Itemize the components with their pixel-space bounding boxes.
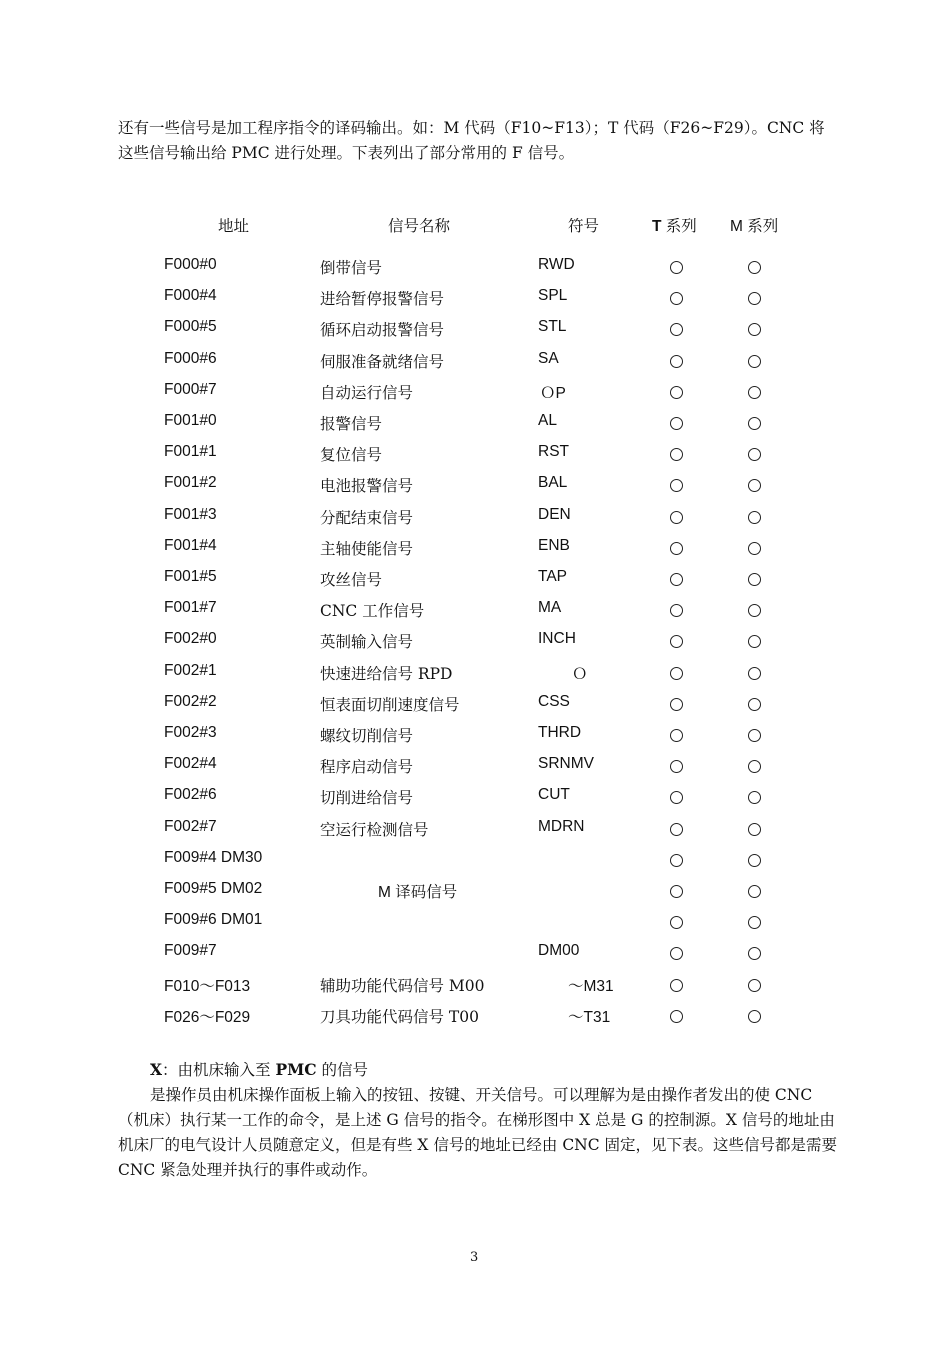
table-row [0, 350, 950, 374]
circle-mark-icon [748, 760, 761, 773]
cell-m-series [748, 880, 761, 902]
cell-m-series [748, 974, 761, 996]
cell-m-series [748, 506, 761, 528]
cell-signal-name: 倒带信号 [320, 259, 383, 277]
table-row [0, 630, 950, 654]
circle-mark-icon [670, 604, 683, 617]
table-row [0, 412, 950, 436]
circle-mark-icon [748, 261, 761, 274]
cell-t-series [670, 693, 683, 715]
page-number: 3 [470, 1250, 479, 1265]
intro-line-1: 还有一些信号是加工程序指令的译码输出。如：M 代码（F10~F13）；T 代码（F26~F29）。CNC 将 [118, 119, 825, 137]
table-row [0, 818, 950, 842]
cell-m-series [748, 256, 761, 278]
circle-mark-icon [748, 729, 761, 742]
table-row [0, 662, 950, 686]
x-heading-letter: X [150, 1060, 163, 1079]
cell-symbol: ＯP [540, 384, 566, 402]
table-row [0, 381, 950, 405]
header-t-rest: 系列 [665, 218, 697, 235]
table-row [0, 568, 950, 592]
cell-m-series [748, 786, 761, 808]
cell-signal-name: 辅助功能代码信号 M00 [320, 976, 485, 995]
cell-t-series [670, 849, 683, 871]
cell-signal-name: 主轴使能信号 [320, 539, 414, 558]
table-row [0, 942, 950, 966]
circle-mark-icon [670, 386, 683, 399]
circle-mark-icon [670, 698, 683, 711]
cell-address: F000#0 [164, 256, 217, 273]
table-row [0, 786, 950, 810]
cell-t-series [670, 537, 683, 559]
circle-mark-icon [670, 323, 683, 336]
circle-mark-icon [670, 729, 683, 742]
circle-mark-icon [748, 791, 761, 804]
circle-mark-icon [670, 355, 683, 368]
cell-symbol: RST [538, 443, 569, 461]
cell-signal-name: 快速进给信号 RPD [320, 664, 453, 683]
cell-t-series [670, 318, 683, 340]
cell-symbol: INCH [538, 630, 576, 648]
cell-symbol: THRD [538, 724, 582, 741]
cell-m-series [748, 1005, 761, 1027]
circle-mark-icon [670, 854, 683, 867]
table-row [0, 256, 950, 280]
circle-mark-icon [748, 573, 761, 586]
circle-mark-icon [670, 448, 683, 461]
circle-mark-icon [748, 667, 761, 680]
cell-t-series [670, 974, 683, 996]
circle-mark-icon [748, 323, 761, 336]
cell-signal-name: 程序启动信号 [320, 758, 414, 777]
cell-symbol: SPL [538, 287, 568, 305]
circle-mark-icon [748, 604, 761, 617]
cell-address: F001#3 [164, 505, 217, 523]
circle-mark-icon [670, 573, 683, 586]
cell-signal-name: 进给暂停报警信号 [320, 290, 445, 309]
cell-t-series [670, 942, 683, 964]
cell-address: F001#4 [164, 536, 217, 554]
cell-signal-name: 自动运行信号 [320, 383, 414, 402]
cell-address: F001#1 [164, 443, 217, 461]
cell-t-series [670, 911, 683, 933]
cell-t-series [670, 443, 683, 465]
circle-mark-icon [670, 417, 683, 430]
cell-symbol: SRNMV [538, 755, 594, 773]
x-heading-tail: 的信号 [316, 1061, 369, 1079]
cell-address: F009#5 DM02 [164, 880, 263, 897]
cell-symbol: AL [538, 412, 557, 429]
cell-t-series [670, 1005, 683, 1027]
cell-signal-name: 英制输入信号 [320, 633, 414, 652]
circle-mark-icon [670, 885, 683, 898]
header-symbol: 符号 [568, 217, 600, 235]
cell-t-series [670, 506, 683, 528]
cell-symbol: BAL [538, 474, 568, 492]
intro-paragraph [118, 116, 838, 166]
cell-m-series [748, 381, 761, 403]
circle-mark-icon [670, 511, 683, 524]
header-m-series: M 系列 [730, 218, 779, 235]
cell-signal-name: 恒表面切削速度信号 [320, 695, 460, 714]
cell-symbol: ～T31 [568, 1008, 611, 1026]
table-row [0, 287, 950, 311]
cell-t-series [670, 287, 683, 309]
table-row [0, 1005, 950, 1029]
circle-mark-icon [670, 916, 683, 929]
cell-m-series [748, 942, 761, 964]
cell-t-series [670, 818, 683, 840]
circle-mark-icon [748, 479, 761, 492]
circle-mark-icon [670, 292, 683, 305]
table-row [0, 880, 950, 904]
cell-t-series [670, 599, 683, 621]
circle-mark-icon [748, 386, 761, 399]
cell-t-series [670, 474, 683, 496]
circle-mark-icon [670, 479, 683, 492]
cell-signal-name: 空运行检测信号 [320, 820, 429, 839]
cell-symbol: ～M31 [568, 977, 614, 995]
cell-address: F009#7 [164, 942, 217, 960]
cell-address: F002#2 [164, 692, 217, 710]
cell-m-series [748, 693, 761, 715]
cell-signal-name: 刀具功能代码信号 T00 [320, 1007, 479, 1026]
cell-address: F002#4 [164, 755, 217, 773]
cell-address: F000#7 [164, 380, 217, 398]
cell-address: F002#0 [164, 630, 217, 648]
x-heading-pmc: PMC [275, 1060, 317, 1079]
circle-mark-icon [748, 916, 761, 929]
table-row [0, 474, 950, 498]
circle-mark-icon [670, 542, 683, 555]
circle-mark-icon [748, 885, 761, 898]
circle-mark-icon [748, 542, 761, 555]
cell-address: F000#6 [164, 349, 217, 367]
cell-address: F000#5 [164, 318, 217, 336]
cell-m-series [748, 818, 761, 840]
cell-address: F001#5 [164, 568, 217, 585]
cell-signal-name: 分配结束信号 [320, 508, 414, 527]
cell-address: F002#7 [164, 817, 217, 835]
cell-t-series [670, 724, 683, 746]
circle-mark-icon [748, 698, 761, 711]
header-t-series [652, 214, 697, 236]
circle-mark-icon [748, 854, 761, 867]
cell-symbol: CSS [538, 692, 570, 710]
table-row [0, 693, 950, 717]
cell-t-series [670, 381, 683, 403]
circle-mark-icon [748, 292, 761, 305]
table-row [0, 849, 950, 873]
circle-mark-icon [748, 355, 761, 368]
cell-m-series [748, 662, 761, 684]
cell-symbol: MDRN [538, 817, 585, 835]
cell-t-series [670, 350, 683, 372]
circle-mark-icon [748, 1010, 761, 1023]
header-signal-name: 信号名称 [388, 217, 451, 235]
cell-symbol: MA [538, 599, 562, 617]
table-row [0, 599, 950, 623]
cell-symbol: TAP [538, 568, 567, 585]
cell-address: F002#3 [164, 724, 217, 741]
cell-signal-name: 攻丝信号 [320, 571, 383, 589]
cell-signal-name: 复位信号 [320, 446, 383, 465]
table-row [0, 724, 950, 748]
cell-symbol: ENB [538, 536, 570, 554]
cell-m-series [748, 630, 761, 652]
intro-line-2: 这些信号输出给 PMC 进行处理。下表列出了部分常用的 F 信号。 [118, 144, 575, 162]
circle-mark-icon [748, 635, 761, 648]
circle-mark-icon [748, 417, 761, 430]
circle-mark-icon [748, 947, 761, 960]
circle-mark-icon [670, 1010, 683, 1023]
cell-m-series [748, 724, 761, 746]
cell-address: F026～F029 [164, 1008, 251, 1026]
cell-t-series [670, 662, 683, 684]
cell-signal-name: 螺纹切削信号 [320, 727, 414, 745]
circle-mark-icon [670, 979, 683, 992]
circle-mark-icon [670, 823, 683, 836]
cell-symbol: DEN [538, 505, 571, 523]
circle-mark-icon [670, 947, 683, 960]
cell-address: F010～F013 [164, 977, 251, 995]
circle-mark-icon [670, 667, 683, 680]
circle-mark-icon [670, 635, 683, 648]
x-heading-sep: ：由机床输入至 [162, 1061, 276, 1079]
cell-m-series [748, 287, 761, 309]
cell-address: F001#0 [164, 412, 217, 429]
table-row [0, 755, 950, 779]
cell-symbol: SA [538, 349, 559, 367]
table-row [0, 318, 950, 342]
cell-t-series [670, 880, 683, 902]
table-row [0, 443, 950, 467]
circle-mark-icon [670, 760, 683, 773]
cell-t-series [670, 412, 683, 434]
cell-m-series [748, 849, 761, 871]
cell-signal-name: M 译码信号 [378, 884, 458, 901]
circle-mark-icon [748, 823, 761, 836]
cell-symbol: RWD [538, 256, 575, 273]
cell-m-series [748, 350, 761, 372]
cell-symbol: DM00 [538, 942, 580, 960]
circle-mark-icon [748, 511, 761, 524]
cell-address: F009#4 DM30 [164, 848, 263, 866]
cell-symbol: STL [538, 318, 567, 336]
cell-address: F009#6 DM01 [164, 911, 263, 929]
circle-mark-icon [748, 448, 761, 461]
cell-m-series [748, 443, 761, 465]
cell-signal-name: 伺服准备就绪信号 [320, 352, 445, 371]
cell-m-series [748, 911, 761, 933]
cell-symbol: Ｏ [572, 664, 588, 683]
cell-m-series [748, 412, 761, 434]
header-address: 地址 [218, 217, 250, 235]
table-row [0, 506, 950, 530]
cell-t-series [670, 786, 683, 808]
circle-mark-icon [670, 791, 683, 804]
cell-m-series [748, 599, 761, 621]
cell-m-series [748, 755, 761, 777]
cell-m-series [748, 537, 761, 559]
cell-address: F001#7 [164, 599, 217, 617]
cell-t-series [670, 630, 683, 652]
cell-t-series [670, 755, 683, 777]
table-row [0, 911, 950, 935]
header-t-letter: T [652, 218, 662, 235]
table-row [0, 974, 950, 998]
table-row [0, 537, 950, 561]
cell-m-series [748, 568, 761, 590]
cell-signal-name: 报警信号 [320, 415, 383, 433]
cell-t-series [670, 568, 683, 590]
cell-symbol: CUT [538, 786, 570, 804]
cell-signal-name: 循环启动报警信号 [320, 321, 445, 340]
cell-m-series [748, 474, 761, 496]
x-signal-paragraph: 是操作员由机床操作面板上输入的按钮、按键、开关信号。可以理解为是由操作者发出的使 CNC（机床）执行某一工作的命令，是上述 G 信号的指令。在梯形图中 X 总是 G 的控制源。X 信号的地址由机床厂的电气设计人员随意定义，但是有些 X 信号的地址已经由 CNC 固定，见下表。这些信号都是需要 CNC 紧急处理并执行的事件或动作。 [118, 1086, 838, 1179]
cell-address: F000#4 [164, 287, 217, 305]
circle-mark-icon [670, 261, 683, 274]
cell-signal-name: 电池报警信号 [320, 477, 414, 496]
cell-address: F002#6 [164, 786, 217, 804]
cell-address: F002#1 [164, 661, 217, 679]
cell-signal-name: 切削进给信号 [320, 789, 414, 808]
cell-address: F001#2 [164, 474, 217, 492]
x-signal-heading [150, 1058, 368, 1080]
cell-signal-name: CNC 工作信号 [320, 602, 425, 621]
cell-m-series [748, 318, 761, 340]
circle-mark-icon [748, 979, 761, 992]
cell-t-series [670, 256, 683, 278]
